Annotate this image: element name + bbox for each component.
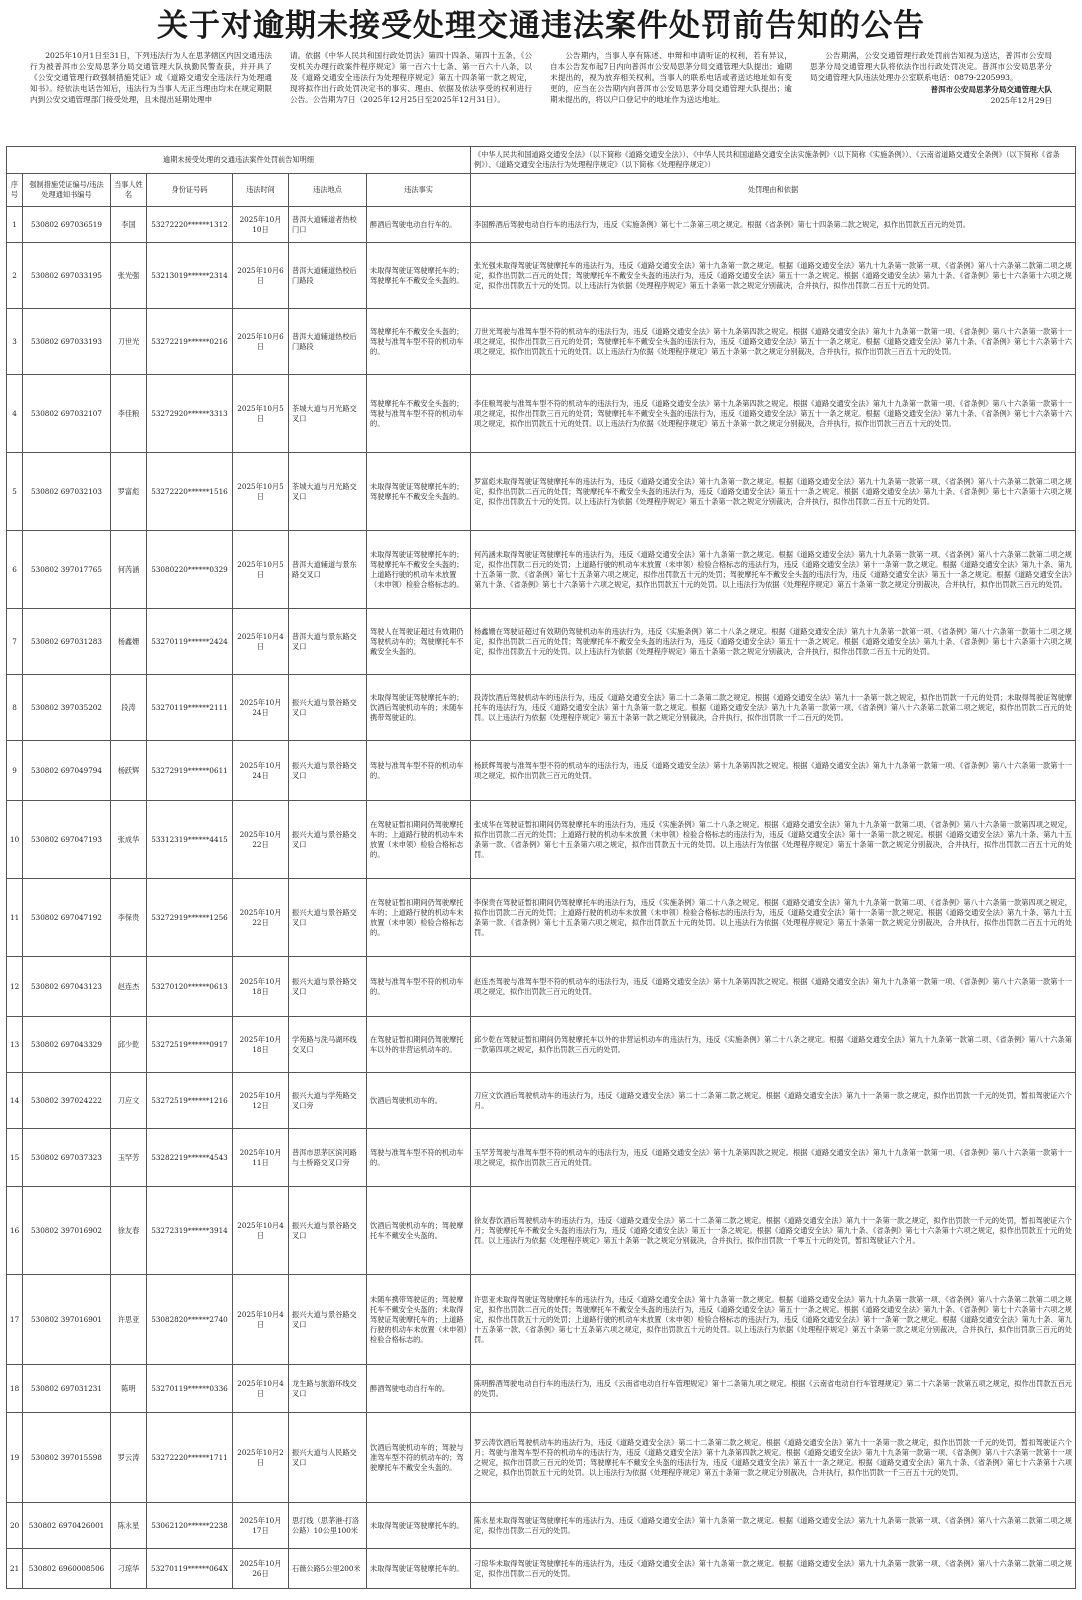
violation-place: 学苑路与洗马湖环线交叉口 (289, 1017, 367, 1073)
party-name: 段涛 (111, 675, 147, 741)
party-name: 杨跃辉 (111, 741, 147, 801)
row-number: 13 (7, 1017, 23, 1073)
penalty-reason: 玉罕芳驾驶与准驾车型不符的机动车的违法行为，违反《道路交通安全法》第十九条第四款之规定。根据《道路交通安全法》第九十九条第一款第一项、《省条例》第八十六条第一款第十一项之规定，拟作出罚款三百元的处罚。 (471, 1129, 1076, 1187)
violation-fact: 在驾驶证暂扣期间仍驾驶摩托车的；上道路行驶的机动车未放置（未申领）检验合格标志的。 (367, 879, 471, 957)
violation-time: 2025年10月6日 (233, 309, 289, 375)
violation-place: 振兴大道与景谷路交叉口 (289, 675, 367, 741)
row-number: 18 (7, 1365, 23, 1413)
column-header-no: 序号 (7, 174, 23, 207)
doc-number: 530802 697033193 (23, 309, 111, 375)
table-row (7, 207, 1076, 243)
id-number: 53272220******1711 (147, 1413, 233, 1503)
violation-fact: 驾驶与准驾车型不符的机动车的。 (367, 957, 471, 1017)
violation-time: 2025年10月4日 (233, 1275, 289, 1365)
violation-fact: 驾驶摩托车不戴安全头盔的；驾驶与准驾车型不符的机动车的。 (367, 375, 471, 453)
page-title: 关于对逾期未接受处理交通违法案件处罚前告知的公告 (157, 8, 925, 44)
party-name: 邱少乾 (111, 1017, 147, 1073)
penalty-reason: 张成华在驾驶证暂扣期间仍驾驶摩托车的违法行为，违反《实施条例》第二十八条之规定。根据《道路交通安全法》第九十九条第一款第二项、《省条例》第八十六条第一款第四项之规定，拟作出罚款二百元的处罚；上道路行驶的机动车未放置（未申领）检验合格标志的违法行为，违反《道路交通安全法》第十一条第一款之规定。根据《道路交通安全法》第九十条、第九十五条第一款、《省条例》第七十五条第六项之规定，拟作出罚款五十元的处罚。以上违法行为依据《处理程序规定》第五十条第一款之规定分别裁决，合并执行，拟作出罚款二百五十元的处罚。 (471, 801, 1076, 879)
violation-place: 振兴大道与景谷路交叉口 (289, 879, 367, 957)
violation-time: 2025年10月11日 (233, 1129, 289, 1187)
table-header-row (7, 174, 1076, 207)
violation-place: 振兴大道与景谷路交叉口 (289, 1275, 367, 1365)
violation-place: 普洱大道与景东路交叉口 (289, 609, 367, 675)
violation-time: 2025年10月5日 (233, 531, 289, 609)
row-number: 7 (7, 609, 23, 675)
id-number: 53272220******1312 (147, 207, 233, 243)
party-name: 何芮涵 (111, 531, 147, 609)
violation-time: 2025年10月24日 (233, 675, 289, 741)
violation-fact: 未取得驾驶证驾驶摩托车的；饮酒后驾驶机动车的；未随车携带驾驶证的。 (367, 675, 471, 741)
doc-number: 530802 697049794 (23, 741, 111, 801)
column-header-time: 违法时间 (233, 174, 289, 207)
violation-time: 2025年10月5日 (233, 375, 289, 453)
issue-date: 2025年12月29日 (990, 96, 1052, 105)
id-number: 53272920******3313 (147, 375, 233, 453)
party-name: 杨鑫姗 (111, 609, 147, 675)
violation-fact: 驾驶人在驾驶证超过有效期仍驾驶机动车的；驾驶摩托车不戴安全头盔的。 (367, 609, 471, 675)
id-number: 53272319******3914 (147, 1187, 233, 1275)
violation-time: 2025年10月4日 (233, 1187, 289, 1275)
table-row (7, 1365, 1076, 1413)
doc-number: 530802 697032103 (23, 453, 111, 531)
violation-time: 2025年10月4日 (233, 609, 289, 675)
doc-number: 530802 697043123 (23, 957, 111, 1017)
id-number: 53272220******1516 (147, 453, 233, 531)
table-row (7, 309, 1076, 375)
doc-number: 530802 697033195 (23, 243, 111, 309)
violation-time: 2025年10月12日 (233, 1073, 289, 1129)
violation-time: 2025年10月18日 (233, 1017, 289, 1073)
intro-column-4 (810, 50, 1052, 146)
violation-time: 2025年10月2日 (233, 1413, 289, 1503)
table-row (7, 609, 1076, 675)
doc-number: 530802 697036519 (23, 207, 111, 243)
penalty-reason: 刀应文饮酒后驾驶机动车的违法行为，违反《道路交通安全法》第二十二条第二款之规定。根据《道路交通安全法》第九十一条第一款之规定，拟作出罚款一千元的处罚，暂扣驾驶证六个月。 (471, 1073, 1076, 1129)
table-row (7, 801, 1076, 879)
id-number: 53270119******2424 (147, 609, 233, 675)
penalty-reason: 徐友春饮酒后驾驶机动车的违法行为，违反《道路交通安全法》第二十二条第二款之规定。根据《道路交通安全法》第九十一条第一款之规定，拟作出罚款一千元的处罚，暂扣驾驶证六个月；驾驶摩托车不戴安全头盔的违法行为，违反《道路交通安全法》第五十一条之规定。根据《道路交通安全法》第九十条、《省条例》第七十六条第十六项之规定，拟作出罚款五十元的处罚。以上违法行为依据《处理程序规定》第五十条第一款之规定分别裁决，合并执行，拟作出罚款一千零五十元的处罚，暂扣驾驶证六个月。 (471, 1187, 1076, 1275)
table-header-group (7, 147, 1076, 174)
table-header-right: 《中华人民共和国道路交通安全法》（以下简称《道路交通安全法》）、《中华人民共和国道路交通安全法实施条例》（以下简称《实施条例》）、《云南省道路交通安全条例》（以下简称《省条例》）、《道路交通安全违法行为处理程序规定》（以下简称《处理程序规定》） (471, 147, 1076, 174)
doc-number: 530802 697043329 (23, 1017, 111, 1073)
id-number: 53272519******0917 (147, 1017, 233, 1073)
table-header-left: 逾期未接受处理的交通违法案件处罚前告知明细 (7, 147, 471, 174)
doc-number: 530802 397015598 (23, 1413, 111, 1503)
violation-time: 2025年10月22日 (233, 879, 289, 957)
doc-number: 530802 6970426001 (23, 1503, 111, 1549)
table-row (7, 1413, 1076, 1503)
party-name: 陈明 (111, 1365, 147, 1413)
violation-time: 2025年10月6日 (233, 243, 289, 309)
violation-fact: 驾驶摩托车不戴安全头盔的；驾驶与准驾车型不符的机动车的。 (367, 309, 471, 375)
violation-place: 茶城大道与月光路交叉口 (289, 375, 367, 453)
violation-fact: 未随车携带驾驶证的；驾驶摩托车不戴安全头盔的；未取得驾驶证驾驶摩托车的；上道路行驶的机动车未放置（未申领）检验合格标志的。 (367, 1275, 471, 1365)
id-number: 53312319******4415 (147, 801, 233, 879)
penalty-reason: 杨鑫姗在驾驶证超过有效期仍驾驶机动车的违法行为，违反《实施条例》第二十八条之规定。根据《道路交通安全法》第九十九条第一款第一项、《省条例》第八十六条第一款第十二项之规定，拟作出罚款二百元的处罚；驾驶摩托车不戴安全头盔的违法行为，违反《道路交通安全法》第五十一条之规定。根据《道路交通安全法》第九十条、《省条例》第七十六条第十六项之规定，拟作出罚款五十元的处罚。以上违法行为依据《处理程序规定》第五十条第一款之规定分别裁决，合并执行，拟作出罚款二百五十元的处罚。 (471, 609, 1076, 675)
id-number: 53270119******2111 (147, 675, 233, 741)
violation-place: 龙生路与旅游环线交叉口 (289, 1365, 367, 1413)
intro-paragraph-2: 请。依据《中华人民共和国行政处罚法》第四十四条、第四十五条，《公安机关办理行政案件程序规定》第一百六十七条、第一百六十八条，以及《道路交通安全违法行为处理程序规定》第五十四条第一款之规定，现将拟作出行政处罚决定书的事实、理由、依据及依法享受的权利进行公告。公告期为7日（2025年12月25日至2025年12月31日）。 (290, 51, 532, 104)
violation-place: 普洱大道辅道热校后门路段 (289, 243, 367, 309)
party-name: 刀应文 (111, 1073, 147, 1129)
row-number: 1 (7, 207, 23, 243)
violation-time: 2025年10月10日 (233, 207, 289, 243)
doc-number: 530802 697032107 (23, 375, 111, 453)
penalty-reason: 何芮涵未取得驾驶证驾驶摩托车的违法行为，违反《道路交通安全法》第十九条第一款之规定。根据《道路交通安全法》第九十九条第一款第一项、《省条例》第八十六条第二款第二项之规定，拟作出罚款二百元的处罚；上道路行驶的机动车未放置（未申领）检验合格标志的违法行为，违反《道路交通安全法》第十一条第一款之规定。根据《道路交通安全法》第九十条、第九十五条第一款、《省条例》第七十五条第六项之规定，拟作出罚款五十元的处罚；驾驶摩托车不戴安全头盔的违法行为，违反《道路交通安全法》第五十一条之规定。根据《道路交通安全法》第九十条、《省条例》第七十六条第十六项之规定，拟作出罚款五十元的处罚。以上违法行为依据《处理程序规定》第五十条第一款之规定分别裁决，合并执行，拟作出罚款三百元的处罚。 (471, 531, 1076, 609)
column-header-place: 违法地点 (289, 174, 367, 207)
row-number: 21 (7, 1549, 23, 1589)
penalty-reason: 许思亚未取得驾驶证驾驶摩托车的违法行为，违反《道路交通安全法》第十九条第一款之规定。根据《道路交通安全法》第九十九条第一款第一项、《省条例》第八十六条第二款第二项之规定，拟作出罚款二百元的处罚；驾驶摩托车不戴安全头盔的违法行为，违反《道路交通安全法》第五十一条之规定。根据《道路交通安全法》第九十条、《省条例》第七十六条第十六项之规定，拟作出罚款五十元的处罚；上道路行驶的机动车未放置（未申领）检验合格标志的违法行为，违反《道路交通安全法》第十一条第一款之规定。根据《道路交通安全法》第九十条、第九十五条第一款、《省条例》第七十五条第六项之规定，拟作出罚款五十元的处罚。以上违法行为依据《处理程序规定》第五十条第一款之规定分别裁决，合并执行，拟作出罚款三百元的处罚。 (471, 1275, 1076, 1365)
id-number: 53282219******4543 (147, 1129, 233, 1187)
id-number: 53272519******1216 (147, 1073, 233, 1129)
party-name: 张光强 (111, 243, 147, 309)
penalty-reason: 刀世光驾驶与准驾车型不符的机动车的违法行为，违反《道路交通安全法》第十九条第四款之规定。根据《道路交通安全法》第九十九条第一款第一项、《省条例》第八十六条第一款第十一项之规定，拟作出罚款三百元的处罚；驾驶摩托车不戴安全头盔的违法行为，违反《道路交通安全法》第五十一条之规定。根据《道路交通安全法》第九十条、《省条例》第七十六条第十六项之规定，拟作出罚款五十元的处罚。以上违法行为依据《处理程序规定》第五十条第一款之规定分别裁决，合并执行，拟作出罚款三百五十元的处罚。 (471, 309, 1076, 375)
doc-number: 530802 697031283 (23, 609, 111, 675)
penalty-reason: 李佳粮驾驶与准驾车型不符的机动车的违法行为，违反《道路交通安全法》第十九条第四款之规定。根据《道路交通安全法》第九十九条第一款第一项、《省条例》第八十六条第一款第十一项之规定，拟作出罚款三百元的处罚；驾驶摩托车不戴安全头盔的违法行为，违反《道路交通安全法》第五十一条之规定。根据《道路交通安全法》第九十条、《省条例》第七十六条第十六项之规定，拟作出罚款五十元的处罚。以上违法行为依据《处理程序规定》第五十条第一款之规定分别裁决，合并执行，拟作出罚款三百五十元的处罚。 (471, 375, 1076, 453)
violation-fact: 饮酒后驾驶机动车的。 (367, 1073, 471, 1129)
column-header-doc: 强制措施凭证编号/违法处理通知书编号 (23, 174, 111, 207)
violation-place: 普洱大道辅道与景东路交叉口 (289, 531, 367, 609)
party-name: 陈永星 (111, 1503, 147, 1549)
intro-column-2 (290, 50, 532, 146)
intro-section (6, 50, 1076, 146)
party-name: 罗富彪 (111, 453, 147, 531)
violation-fact: 未取得驾驶证驾驶摩托车的；驾驶摩托车不戴安全头盔的。 (367, 453, 471, 531)
violation-place: 振兴大道与景谷路交叉口 (289, 741, 367, 801)
row-number: 6 (7, 531, 23, 609)
violation-time: 2025年10月22日 (233, 801, 289, 879)
violation-place: 思打线（思茅港-打洛公路）10公里100米 (289, 1503, 367, 1549)
id-number: 53270119******064X (147, 1549, 233, 1589)
table-row (7, 1549, 1076, 1589)
row-number: 9 (7, 741, 23, 801)
penalty-reason: 刁琼华未取得驾驶证驾驶摩托车的违法行为，违反《道路交通安全法》第十九条第一款之规定。根据《道路交通安全法》第九十九条第一款第一项、《省条例》第八十六条第二款第二项之规定，拟作出罚款二百元的处罚。 (471, 1549, 1076, 1589)
id-number: 53062120******2238 (147, 1503, 233, 1549)
case-table (6, 146, 1076, 1589)
intro-paragraph-1: 2025年10月1日至31日，下列违法行为人在思茅辖区内因交通违法行为被普洱市公安局思茅分局交通管理大队执勤民警查获，并开具了《公安交通管理行政强制措施凭证》或《道路交通安全违法行为处理通知书》。经依法电话告知后，违法行为当事人无正当理由均未在规定期限内到公安交通管理部门接受处理，且未提出延期处理申 (30, 51, 272, 104)
row-number: 10 (7, 801, 23, 879)
row-number: 19 (7, 1413, 23, 1503)
violation-place: 振兴大道与景谷路交叉口 (289, 957, 367, 1017)
violation-fact: 未取得驾驶证驾驶摩托车的；驾驶摩托车不戴安全头盔的。 (367, 243, 471, 309)
column-header-reason: 处罚理由和依据 (471, 174, 1076, 207)
violation-place: 茶城大道与月光路交叉口 (289, 453, 367, 531)
id-number: 53272219******0216 (147, 309, 233, 375)
doc-number: 530802 6960008506 (23, 1549, 111, 1589)
party-name: 罗云涛 (111, 1413, 147, 1503)
doc-number: 530802 397016902 (23, 1187, 111, 1275)
id-number: 53082820******2740 (147, 1275, 233, 1365)
violation-time: 2025年10月24日 (233, 741, 289, 801)
row-number: 14 (7, 1073, 23, 1129)
doc-number: 530802 397017765 (23, 531, 111, 609)
issuer-signature: 普洱市公安局思茅分局交通管理大队 (930, 85, 1052, 94)
intro-column-1 (30, 50, 272, 146)
violation-place: 振兴大道与学苑路交叉口旁 (289, 1073, 367, 1129)
table-row (7, 453, 1076, 531)
id-number: 53270120******0613 (147, 957, 233, 1017)
table-row (7, 741, 1076, 801)
id-number: 53270119******0336 (147, 1365, 233, 1413)
table-row (7, 879, 1076, 957)
party-name: 许思亚 (111, 1275, 147, 1365)
row-number: 3 (7, 309, 23, 375)
penalty-reason: 陈明醉酒驾驶电动自行车的违法行为，违反《云南省电动自行车管理规定》第十二条第九项之规定。根据《云南省电动自行车管理规定》第二十六条第一款第五项之规定，拟作出罚款五百元的处罚。 (471, 1365, 1076, 1413)
violation-fact: 醉酒驾驶电动自行车的。 (367, 1365, 471, 1413)
row-number: 2 (7, 243, 23, 309)
violation-time: 2025年10月17日 (233, 1503, 289, 1549)
row-number: 17 (7, 1275, 23, 1365)
violation-fact: 未取得驾驶证驾驶摩托车的；驾驶摩托车不戴安全头盔的；上道路行驶的机动车未放置（未申领）检验合格标志的。 (367, 531, 471, 609)
row-number: 11 (7, 879, 23, 957)
table-row (7, 957, 1076, 1017)
column-header-fact: 违法事实 (367, 174, 471, 207)
party-name: 刀世光 (111, 309, 147, 375)
violation-place: 普洱市思茅区滨河路与土桥路交叉口旁 (289, 1129, 367, 1187)
penalty-reason: 罗富彪未取得驾驶证驾驶摩托车的违法行为，违反《道路交通安全法》第十九条第一款之规定。根据《道路交通安全法》第九十九条第一款第一项、《省条例》第八十六条第二款第二项之规定，拟作出罚款二百元的处罚；驾驶摩托车不戴安全头盔的违法行为，违反《道路交通安全法》第五十一条之规定。根据《道路交通安全法》第九十条、《省条例》第七十六条第十六项之规定，拟作出罚款五十元的处罚。以上违法行为依据《处理程序规定》第五十条第一款之规定分别裁决，合并执行，拟作出罚款二百五十元的处罚。 (471, 453, 1076, 531)
penalty-reason: 李保贵在驾驶证暂扣期间仍驾驶摩托车的违法行为，违反《实施条例》第二十八条之规定。根据《道路交通安全法》第九十九条第一款第二项、《省条例》第八十六条第一款第四项之规定，拟作出罚款二百元的处罚；上道路行驶的机动车未放置（未申领）检验合格标志的违法行为，违反《道路交通安全法》第十一条第一款之规定。根据《道路交通安全法》第九十条、第九十五条第一款、《省条例》第七十五条第六项之规定，拟作出罚款五十元的处罚。以上违法行为依据《处理程序规定》第五十条第一款之规定分别裁决，合并执行，拟作出罚款二百五十元的处罚。 (471, 879, 1076, 957)
table-row (7, 1017, 1076, 1073)
id-number: 53080220******0329 (147, 531, 233, 609)
table-row (7, 375, 1076, 453)
doc-number: 530802 697037323 (23, 1129, 111, 1187)
table-row (7, 243, 1076, 309)
violation-fact: 未取得驾驶证驾驶摩托车的。 (367, 1503, 471, 1549)
doc-number: 530802 697047192 (23, 879, 111, 957)
violation-fact: 饮酒后驾驶机动车的；驾驶摩托车不戴安全头盔的。 (367, 1187, 471, 1275)
table-row (7, 1187, 1076, 1275)
table-row (7, 1503, 1076, 1549)
table-row (7, 675, 1076, 741)
id-number: 53213019******2314 (147, 243, 233, 309)
violation-place: 普洱大道辅道热校后门路段 (289, 309, 367, 375)
id-number: 53272919******1256 (147, 879, 233, 957)
party-name: 李国 (111, 207, 147, 243)
violation-time: 2025年10月26日 (233, 1549, 289, 1589)
violation-fact: 在驾驶证暂扣期间仍驾驶摩托车的；上道路行驶的机动车未放置（未申领）检验合格标志的。 (367, 801, 471, 879)
violation-fact: 饮酒后驾驶机动车的；驾驶与准驾车型不符的机动车的；驾驶摩托车不戴安全头盔的。 (367, 1413, 471, 1503)
violation-time: 2025年10月4日 (233, 1365, 289, 1413)
party-name: 刁琼华 (111, 1549, 147, 1589)
party-name: 玉罕芳 (111, 1129, 147, 1187)
doc-number: 530802 697047193 (23, 801, 111, 879)
penalty-reason: 陈永星未取得驾驶证驾驶摩托车的违法行为，违反《道路交通安全法》第十九条第一款之规定。根据《道路交通安全法》第九十九条第一款第一项、《省条例》第八十六条第二款第二项之规定，拟作出罚款二百元的处罚。 (471, 1503, 1076, 1549)
penalty-reason: 段涛饮酒后驾驶机动车的违法行为，违反《道路交通安全法》第二十二条第二款之规定。根据《道路交通安全法》第九十一条第一款之规定，拟作出罚款一千元的处罚；未取得驾驶证驾驶摩托车的违法行为，违反《道路交通安全法》第十九条第一款之规定。根据《道路交通安全法》第九十九条第一款第一项、《省条例》第八十六条第二款第二项之规定，拟作出罚款二百元的处罚。以上违法行为依据《处理程序规定》第五十条第一款之规定分别裁决，合并执行，拟作出罚款一千二百元的处罚。 (471, 675, 1076, 741)
doc-number: 530802 697031231 (23, 1365, 111, 1413)
intro-paragraph-4: 公告期满，公安交通管理行政处罚前告知视为送达，普洱市公安局思茅分局交通管理大队将依法作出行政处罚决定。普洱市公安局思茅分局交通管理大队违法处理办公室联系电话：0879-2205993。 (810, 51, 1052, 82)
penalty-reason: 赵连杰驾驶与准驾车型不符的机动车的违法行为，违反《道路交通安全法》第十九条第四款之规定。根据《道路交通安全法》第九十九条第一款第一项、《省条例》第八十六条第一款第十一项之规定，拟作出罚款三百元的处罚。 (471, 957, 1076, 1017)
row-number: 16 (7, 1187, 23, 1275)
column-header-name: 当事人姓名 (111, 174, 147, 207)
penalty-reason: 张光强未取得驾驶证驾驶摩托车的违法行为，违反《道路交通安全法》第十九条第一款之规定。根据《道路交通安全法》第九十九条第一款第一项、《省条例》第八十六条第二款第二项之规定，拟作出罚款二百元的处罚；驾驶摩托车不戴安全头盔的违法行为，违反《道路交通安全法》第五十一条之规定。根据《道路交通安全法》第九十条、《省条例》第七十六条第十六项之规定，拟作出罚款五十元的处罚。以上违法行为依据《处理程序规定》第五十条第一款之规定分别裁决，合并执行，拟作出罚款二百五十元的处罚。 (471, 243, 1076, 309)
table-row (7, 1275, 1076, 1365)
id-number: 53272919******0611 (147, 741, 233, 801)
violation-fact: 醉酒后驾驶电动自行车的。 (367, 207, 471, 243)
party-name: 赵连杰 (111, 957, 147, 1017)
violation-fact: 驾驶与准驾车型不符的机动车的。 (367, 1129, 471, 1187)
row-number: 12 (7, 957, 23, 1017)
doc-number: 530802 397016901 (23, 1275, 111, 1365)
intro-column-3 (550, 50, 792, 146)
penalty-reason: 邱少乾在驾驶证暂扣期间仍驾驶摩托车以外的非营运机动车的违法行为，违反《实施条例》第二十八条之规定。根据《道路交通安全法》第九十九条第一款第二项、《省条例》第八十六条第一款第四项之规定，拟作出罚款三百元的处罚。 (471, 1017, 1076, 1073)
violation-fact: 未取得驾驶证驾驶摩托车的。 (367, 1549, 471, 1589)
row-number: 15 (7, 1129, 23, 1187)
penalty-reason: 杨跃辉驾驶与准驾车型不符的机动车的违法行为，违反《道路交通安全法》第十九条第四款之规定。根据《道路交通安全法》第九十九条第一款第一项、《省条例》第八十六条第一款第十一项之规定，拟作出罚款三百元的处罚。 (471, 741, 1076, 801)
table-row (7, 1073, 1076, 1129)
table-row (7, 1129, 1076, 1187)
violation-time: 2025年10月5日 (233, 453, 289, 531)
party-name: 徐友春 (111, 1187, 147, 1275)
party-name: 李佳粮 (111, 375, 147, 453)
penalty-reason: 李国醉酒后驾驶电动自行车的违法行为，违反《实施条例》第七十二条第三项之规定。根据《省条例》第七十四条第二款之规定，拟作出罚款五百元的处罚。 (471, 207, 1076, 243)
violation-place: 普洱大道辅道者热校门口 (289, 207, 367, 243)
violation-place: 振兴大道与人民路交叉口 (289, 1413, 367, 1503)
row-number: 5 (7, 453, 23, 531)
row-number: 4 (7, 375, 23, 453)
party-name: 李保贵 (111, 879, 147, 957)
violation-place: 振兴大道与景谷路交叉口 (289, 1187, 367, 1275)
violation-place: 石薇公路5公里200米 (289, 1549, 367, 1589)
violation-time: 2025年10月18日 (233, 957, 289, 1017)
violation-fact: 在驾驶证暂扣期间仍驾驶摩托车以外的非营运机动车的。 (367, 1017, 471, 1073)
violation-place: 振兴大道与景谷路交叉口 (289, 801, 367, 879)
penalty-reason: 罗云涛饮酒后驾驶机动车的违法行为，违反《道路交通安全法》第二十二条第二款之规定。根据《道路交通安全法》第九十一条第一款之规定，拟作出罚款一千元的处罚，暂扣驾驶证六个月；驾驶与准驾车型不符的机动车的违法行为，违反《道路交通安全法》第十九条第四款之规定。根据《道路交通安全法》第九十九条第一款第一项、《省条例》第八十六条第一款第十一项之规定，拟作出罚款三百元的处罚；驾驶摩托车不戴安全头盔的违法行为，违反《道路交通安全法》第五十一条之规定。根据《道路交通安全法》第九十条、《省条例》第七十六条第十六项之规定，拟作出罚款五十元的处罚。以上违法行为依据《处理程序规定》第五十条第一款之规定分别裁决，合并执行，拟作出罚款一千三百五十元的处罚。 (471, 1413, 1076, 1503)
table-row (7, 531, 1076, 609)
doc-number: 530802 397024222 (23, 1073, 111, 1129)
row-number: 20 (7, 1503, 23, 1549)
doc-number: 530802 397035202 (23, 675, 111, 741)
column-header-id: 身份证号码 (147, 174, 233, 207)
row-number: 8 (7, 675, 23, 741)
party-name: 张成华 (111, 801, 147, 879)
violation-fact: 驾驶与准驾车型不符的机动车的。 (367, 741, 471, 801)
intro-paragraph-3: 公告期内，当事人享有陈述、申辩和申请听证的权利，若有异议，自本公告发布起7日内向普洱市公安局思茅分局交通管理大队提出；逾期未提出的，视为放弃相关权利。当事人的联系电话或者送达地址如有变更的，应当在公告期内向普洱市公安局思茅分局交通管理大队提出；逾期未提出的，将以户口登记中的地址作为送达地址。 (550, 51, 792, 104)
